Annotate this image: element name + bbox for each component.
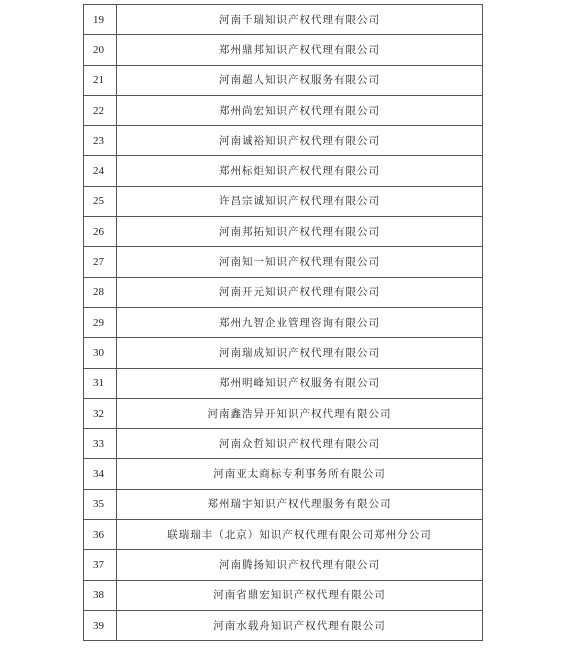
row-number: 29 bbox=[84, 307, 117, 337]
company-name: 河南鑫浩异开知识产权代理有限公司 bbox=[117, 398, 483, 428]
table-row bbox=[84, 247, 483, 277]
table-row bbox=[84, 307, 483, 337]
table-body bbox=[84, 5, 483, 641]
table-row bbox=[84, 186, 483, 216]
table-row bbox=[84, 398, 483, 428]
row-number: 30 bbox=[84, 338, 117, 368]
table-row bbox=[84, 338, 483, 368]
company-name: 郑州标炬知识产权代理有限公司 bbox=[117, 156, 483, 186]
company-name: 郑州鼎邦知识产权代理有限公司 bbox=[117, 35, 483, 65]
row-number: 31 bbox=[84, 368, 117, 398]
company-name: 河南诚裕知识产权代理有限公司 bbox=[117, 126, 483, 156]
row-number: 35 bbox=[84, 489, 117, 519]
table-row bbox=[84, 277, 483, 307]
row-number: 34 bbox=[84, 459, 117, 489]
company-name: 河南腾扬知识产权代理有限公司 bbox=[117, 550, 483, 580]
table-row bbox=[84, 368, 483, 398]
row-number: 24 bbox=[84, 156, 117, 186]
row-number: 33 bbox=[84, 429, 117, 459]
row-number: 28 bbox=[84, 277, 117, 307]
row-number: 36 bbox=[84, 520, 117, 550]
table-row bbox=[84, 550, 483, 580]
table-row bbox=[84, 5, 483, 35]
table-row bbox=[84, 610, 483, 640]
table-row bbox=[84, 489, 483, 519]
company-name: 河南亚太商标专利事务所有限公司 bbox=[117, 459, 483, 489]
company-name: 联瑞瑞丰（北京）知识产权代理有限公司郑州分公司 bbox=[117, 520, 483, 550]
row-number: 39 bbox=[84, 610, 117, 640]
row-number: 27 bbox=[84, 247, 117, 277]
row-number: 22 bbox=[84, 95, 117, 125]
table-row bbox=[84, 156, 483, 186]
company-name: 郑州九智企业管理咨询有限公司 bbox=[117, 307, 483, 337]
table-row bbox=[84, 580, 483, 610]
company-name: 河南瑞成知识产权代理有限公司 bbox=[117, 338, 483, 368]
row-number: 37 bbox=[84, 550, 117, 580]
table-row bbox=[84, 217, 483, 247]
company-name: 河南开元知识产权代理有限公司 bbox=[117, 277, 483, 307]
row-number: 19 bbox=[84, 5, 117, 35]
table-row bbox=[84, 65, 483, 95]
row-number: 26 bbox=[84, 217, 117, 247]
company-name: 河南省鼎宏知识产权代理有限公司 bbox=[117, 580, 483, 610]
company-name: 郑州尚宏知识产权代理有限公司 bbox=[117, 95, 483, 125]
company-name: 河南邦拓知识产权代理有限公司 bbox=[117, 217, 483, 247]
company-name: 河南众哲知识产权代理有限公司 bbox=[117, 429, 483, 459]
company-name: 河南超人知识产权服务有限公司 bbox=[117, 65, 483, 95]
table-row bbox=[84, 126, 483, 156]
company-name: 河南知一知识产权代理有限公司 bbox=[117, 247, 483, 277]
company-name: 许昌宗诚知识产权代理有限公司 bbox=[117, 186, 483, 216]
row-number: 20 bbox=[84, 35, 117, 65]
table-row bbox=[84, 35, 483, 65]
company-name: 郑州明峰知识产权服务有限公司 bbox=[117, 368, 483, 398]
company-name: 郑州瑞宇知识产权代理服务有限公司 bbox=[117, 489, 483, 519]
table-row bbox=[84, 429, 483, 459]
company-name: 河南水载舟知识产权代理有限公司 bbox=[117, 610, 483, 640]
table-row bbox=[84, 95, 483, 125]
row-number: 38 bbox=[84, 580, 117, 610]
company-name: 河南千瑞知识产权代理有限公司 bbox=[117, 5, 483, 35]
agency-list-table bbox=[83, 4, 483, 641]
row-number: 21 bbox=[84, 65, 117, 95]
table-row bbox=[84, 459, 483, 489]
row-number: 32 bbox=[84, 398, 117, 428]
table-row bbox=[84, 520, 483, 550]
row-number: 25 bbox=[84, 186, 117, 216]
row-number: 23 bbox=[84, 126, 117, 156]
